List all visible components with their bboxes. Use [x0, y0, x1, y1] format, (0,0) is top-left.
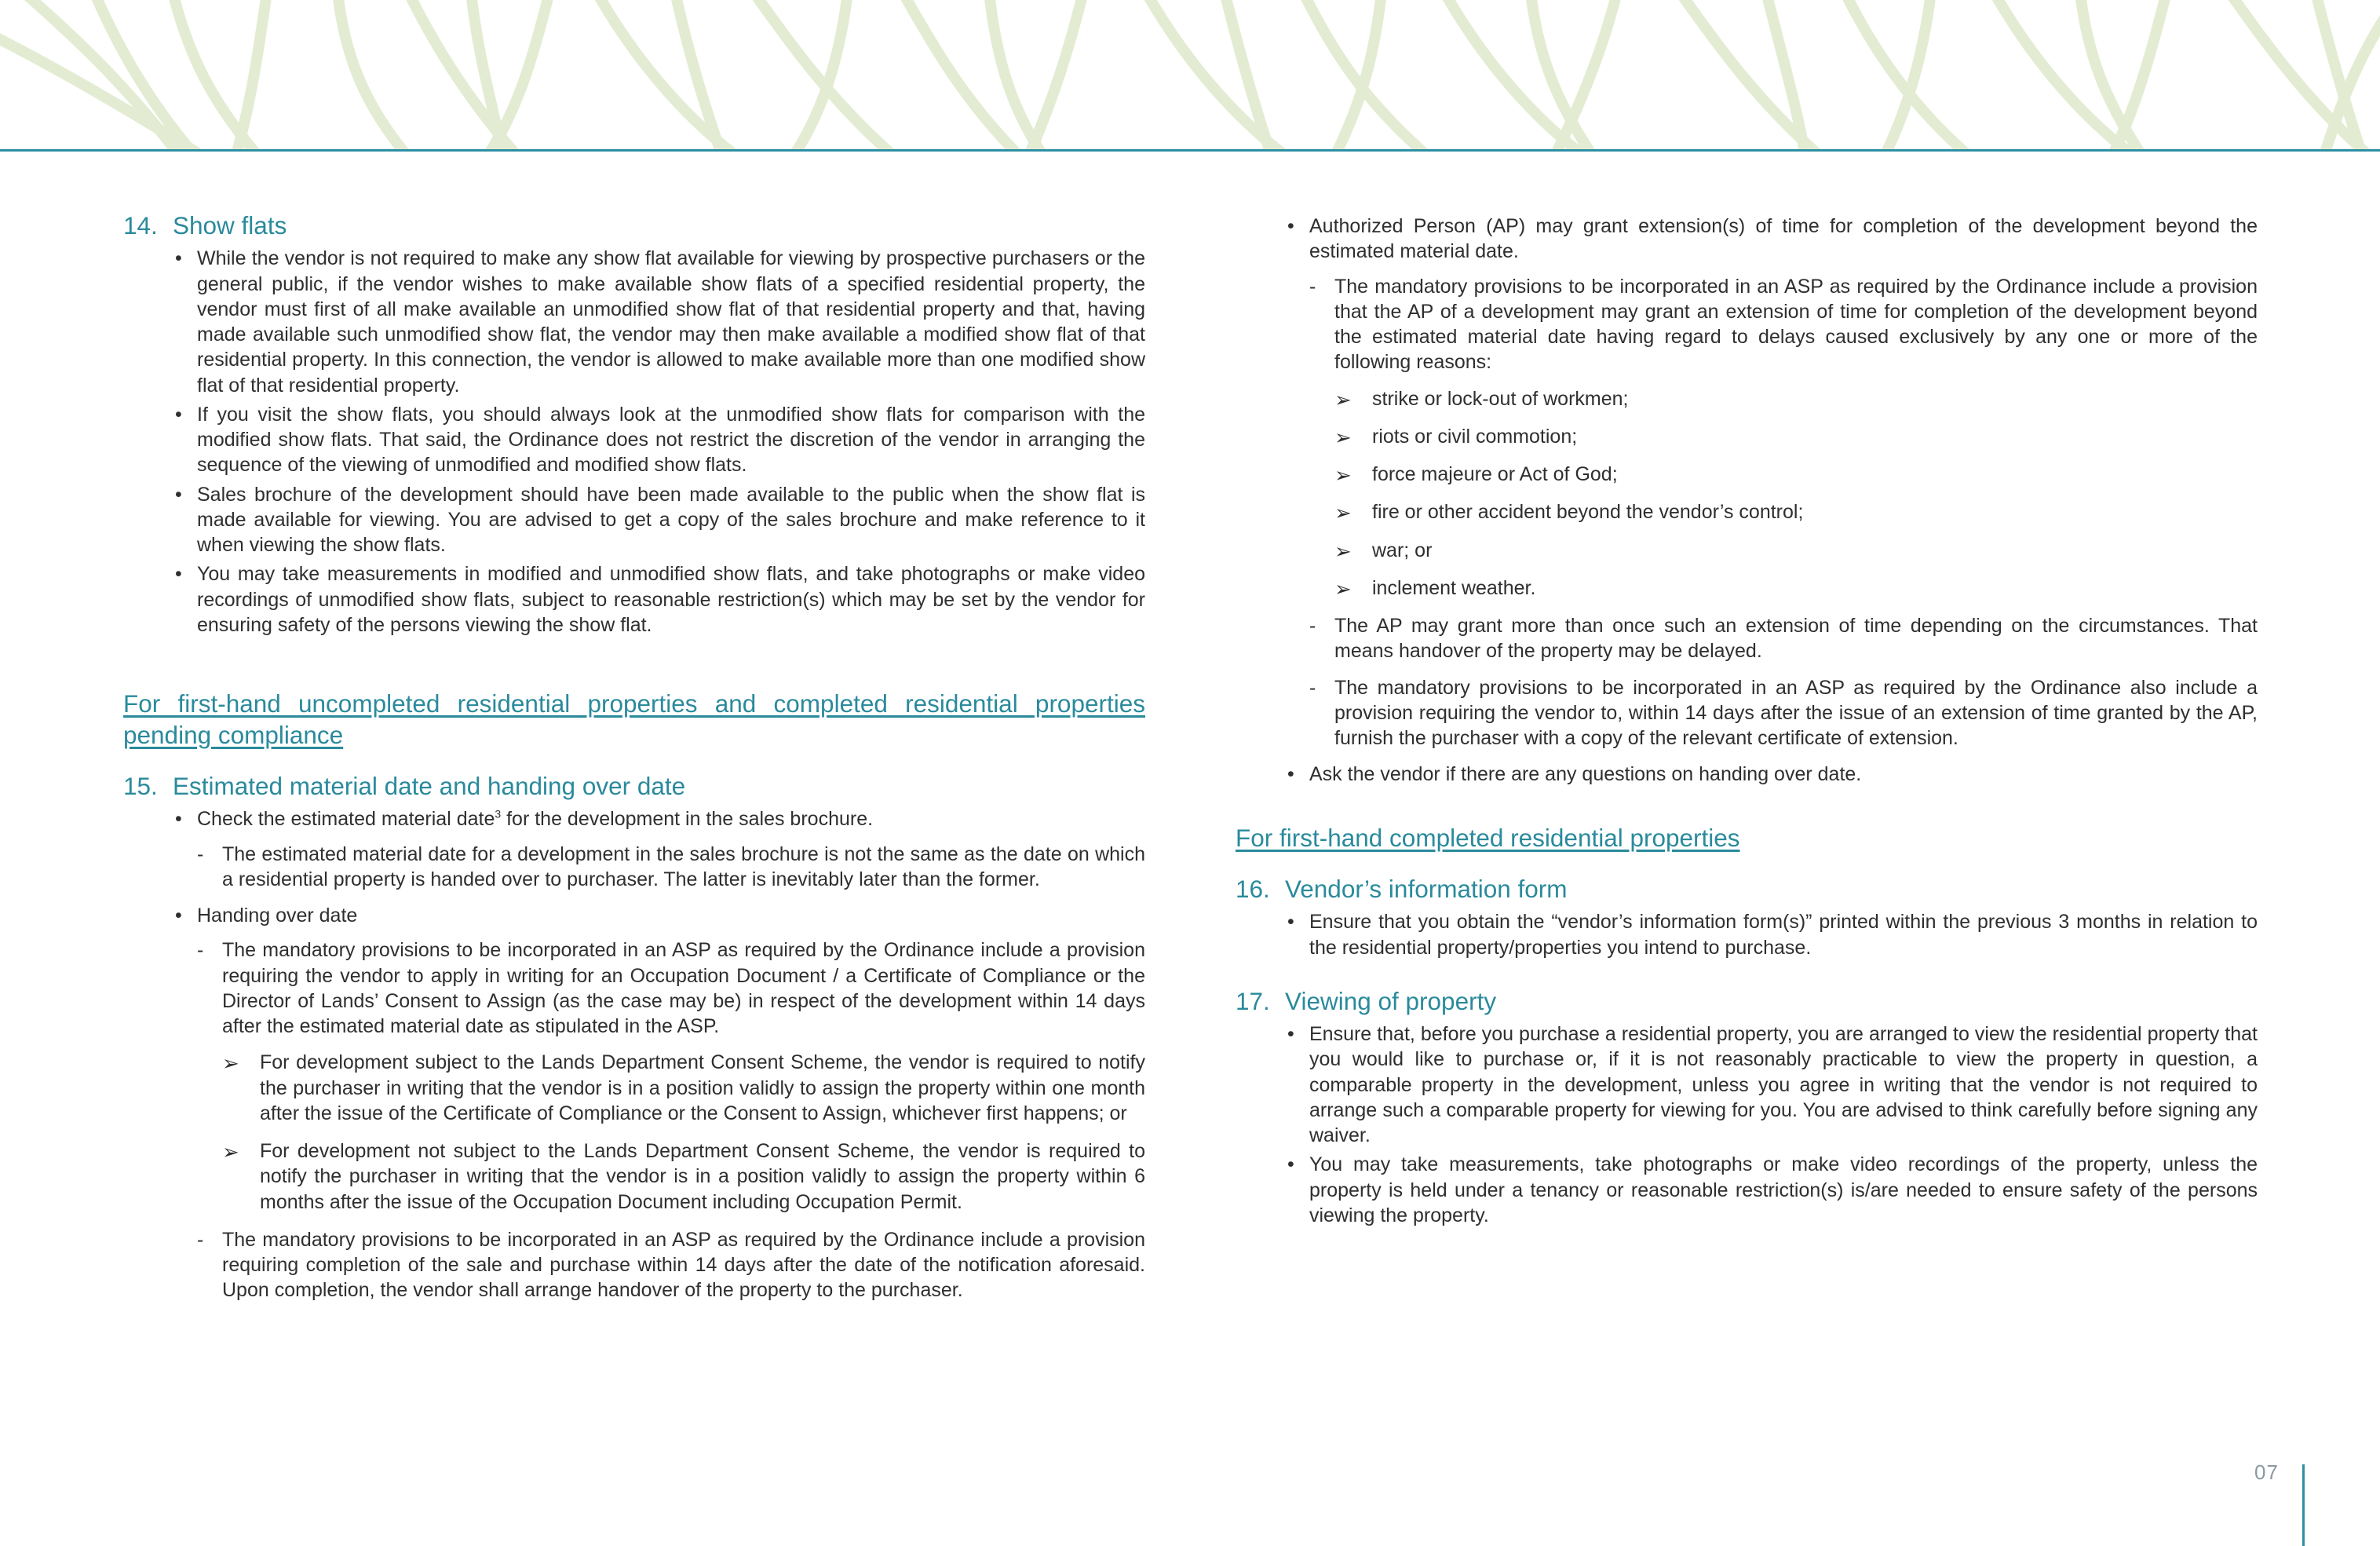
section-14-bullets: [123, 246, 1145, 638]
page-number-bar: [2302, 1464, 2305, 1546]
list-item: ➢ inclement weather.: [1334, 576, 2258, 601]
list-item: ➢ fire or other accident beyond the vendor’s control;: [1334, 499, 2258, 524]
list-item: • Ask the vendor if there are any questions on handing over date.: [1287, 763, 1862, 786]
arrow-bullet-icon: ➢: [1334, 501, 1352, 525]
list-item: • Check the estimated material date$^3$ for the development in the sales brochure. - The estimated material date for a development in the sales brochure is not the same as the date on which a residential property is handed over to purchaser. The latter is inevitably later than the former.: [123, 806, 1145, 892]
list-item: • You may take measurements in modified and unmodified show flats, and take photographs or make video recordings of unmodified show flats, subject to reasonable restriction(s) which may be set by the vendor for ensuring safety of the persons viewing the show flat.: [175, 563, 1145, 636]
section-16-heading: 16. Vendor’s information form: [1236, 874, 1568, 903]
section-15-heading: 15. Estimated material date and handing over date: [123, 771, 686, 800]
section-15-bullets: [123, 806, 1145, 1303]
arrow-bullet-icon: ➢: [1334, 425, 1352, 449]
list-item: ➢ force majeure or Act of God;: [1334, 462, 2258, 487]
list-item: ➢ strike or lock-out of workmen;: [1334, 386, 2258, 411]
list-item: - The AP may grant more than once such an extension of time depending on the circumstances. That means handover of the property may be delayed.: [1309, 615, 2258, 663]
arrow-bullet-icon: ➢: [1334, 539, 1352, 563]
arrow-bullet-icon: ➢: [1334, 576, 1352, 601]
arrow-bullet-icon: ➢: [1334, 463, 1352, 487]
section-17-heading: 17. Viewing of property: [1236, 986, 1497, 1015]
arrow-bullet-icon: ➢: [1334, 387, 1352, 411]
list-item: • Authorized Person (AP) may grant extension(s) of time for completion of the development beyond the estimated material date. - The mandatory provisions to be incorporated in an ASP as required by the Ordinance include a provision that the AP of a development may grant an extension of time for completion of the development beyond the estimated material date having regard to delays caused exclusively by any one or more of the following reasons: ➢ strike or lock-out of workmen; ➢ riots or civil commotion; ➢ force majeure or Act of God; ➢ fire or other accident beyond the vendor’s control; ➢ war; or ➢ inclement weather. - The AP may grant more than once such an extension of time depending on the circumstances. That means handover of the property may be delayed. - The mandatory provisions to be incorporated in an ASP as required by the Ordinance also include a provision requiring the vendor to, within 14 days after the issue of an extension of time granted by the AP, furnish the purchaser with a copy of the relevant certificate of extension.: [1236, 214, 2258, 751]
right-column: [1236, 214, 2258, 1232]
decorative-leaf-banner: [0, 0, 2380, 149]
list-item: • Handing over date - The mandatory provisions to be incorporated in an ASP as required by the Ordinance include a provision requiring the vendor to apply in writing for an Occupation Document / a Certificate of Compliance or the Director of Lands’ Consent to Assign (as the case may be) in respect of the development within 14 days after the estimated material date as stipulated in the ASP. ➢ For development subject to the Lands Department Consent Scheme, the vendor is required to notify the purchaser in writing that the vendor is in a position validly to assign the property within one month after the issue of the Certificate of Compliance or the Consent to Assign, whichever first happens; or ➢ For development not subject to the Lands Department Consent Scheme, the vendor is required to notify the purchaser in writing that the vendor is in a position validly to assign the property within 6 months after the issue of the Occupation Document including Occupation Permit. - The mandatory provisions to be incorporated in an ASP as required by the Ordinance include a provision requiring completion of the sale and purchase within 14 days after the date of the notification aforesaid. Upon completion, the vendor shall arrange handover of the property to the purchaser.: [123, 903, 1145, 1303]
list-item: - The mandatory provisions to be incorporated in an ASP as required by the Ordinance include a provision that the AP of a development may grant an extension of time for completion of the development beyond the estimated material date having regard to delays caused exclusively by any one or more of the following reasons: ➢ strike or lock-out of workmen; ➢ riots or civil commotion; ➢ force majeure or Act of God; ➢ fire or other accident beyond the vendor’s control; ➢ war; or ➢ inclement weather.: [1309, 274, 2258, 601]
list-item: • You may take measurements, take photographs or make video recordings of the property, unless the property is held under a tenancy or reasonable restriction(s) is/are needed to ensure safety of the persons viewing the property.: [1287, 1153, 2258, 1226]
list-item: • If you visit the show flats, you should always look at the unmodified show flats for comparison with the modified show flats. That said, the Ordinance does not restrict the discretion of the vendor in arranging the sequence of the viewing of unmodified and modified show flats.: [175, 403, 1145, 477]
leaf-pattern-graphic: [0, 0, 2380, 149]
subheading-completed-properties: For first-hand completed residential properties: [1236, 823, 1740, 852]
section-16-bullets: [1236, 909, 2258, 960]
list-item: ➢ For development subject to the Lands Department Consent Scheme, the vendor is required to notify the purchaser in writing that the vendor is in a position validly to assign the property within one month after the issue of the Certificate of Compliance or the Consent to Assign, whichever first happens; or: [222, 1051, 1145, 1124]
list-item: • Ensure that, before you purchase a residential property, you are arranged to view the residential property that you would like to purchase or, if it is not reasonably practicable to view the property in question, a comparable property in the development, unless you agree in writing that the vendor is not required to arrange such a comparable property for viewing for you. You are advised to think carefully before signing any waiver.: [1287, 1023, 2258, 1147]
page-number: 07: [2254, 1460, 2279, 1484]
list-item: - The mandatory provisions to be incorporated in an ASP as required by the Ordinance also include a provision requiring the vendor to, within 14 days after the issue of an extension of time granted by the AP, furnish the purchaser with a copy of the relevant certificate of extension.: [1309, 676, 2258, 749]
subheading-uncompleted-properties: For first-hand uncompleted residential properties and completed residential properties pending compliance: [123, 689, 1145, 749]
arrow-bullet-icon: ➢: [222, 1051, 239, 1076]
arrow-bullet-icon: ➢: [222, 1140, 239, 1164]
list-item: • Sales brochure of the development should have been made available to the public when the show flat is made available for viewing. You are advised to get a copy of the sales brochure and make reference to it when viewing the show flats.: [175, 483, 1145, 557]
banner-divider-line: [0, 149, 2380, 152]
list-item: - The estimated material date for a development in the sales brochure is not the same as the date on which a residential property is handed over to purchaser. The latter is inevitably later than the former.: [197, 842, 1145, 890]
list-item: ➢ war; or: [1334, 538, 2258, 563]
list-item: ➢ riots or civil commotion;: [1334, 424, 2258, 449]
footnote-ref: 3: [495, 807, 502, 821]
section-17-bullets: [1236, 1022, 2258, 1228]
left-column: [123, 210, 1145, 1314]
list-item: - The mandatory provisions to be incorporated in an ASP as required by the Ordinance include a provision requiring completion of the sale and purchase within 14 days after the date of the notification aforesaid. Upon completion, the vendor shall arrange handover of the property to the purchaser.: [197, 1228, 1145, 1302]
ap-extension-bullets: [1236, 214, 2258, 788]
list-item: • While the vendor is not required to make any show flat available for viewing by prospective purchasers or the general public, if the vendor wishes to make available show flats of a specified residential property, the vendor must first of all make available an unmodified show flat of that residential property and that, having made available such unmodified show flat, the vendor may then make available a modified show flat of that residential property. In this connection, the vendor is allowed to make available more than one modified show flat of that residential property.: [175, 247, 1145, 397]
list-item: - The mandatory provisions to be incorporated in an ASP as required by the Ordinance include a provision requiring the vendor to apply in writing for an Occupation Document / a Certificate of Compliance or the Director of Lands’ Consent to Assign (as the case may be) in respect of the development within 14 days after the estimated material date as stipulated in the ASP. ➢ For development subject to the Lands Department Consent Scheme, the vendor is required to notify the purchaser in writing that the vendor is in a position validly to assign the property within one month after the issue of the Certificate of Compliance or the Consent to Assign, whichever first happens; or ➢ For development not subject to the Lands Department Consent Scheme, the vendor is required to notify the purchaser in writing that the vendor is in a position validly to assign the property within 6 months after the issue of the Occupation Document including Occupation Permit.: [197, 937, 1145, 1215]
list-item: • Ensure that you obtain the “vendor’s information form(s)” printed within the previous 3 months in relation to the residential property/properties you intend to purchase.: [1287, 911, 2258, 959]
list-item: ➢ For development not subject to the Lands Department Consent Scheme, the vendor is required to notify the purchaser in writing that the vendor is in a position validly to assign the property within 6 months after the issue of the Occupation Document including Occupation Permit.: [222, 1140, 1145, 1213]
section-14-heading: 14. Show flats: [123, 211, 287, 239]
